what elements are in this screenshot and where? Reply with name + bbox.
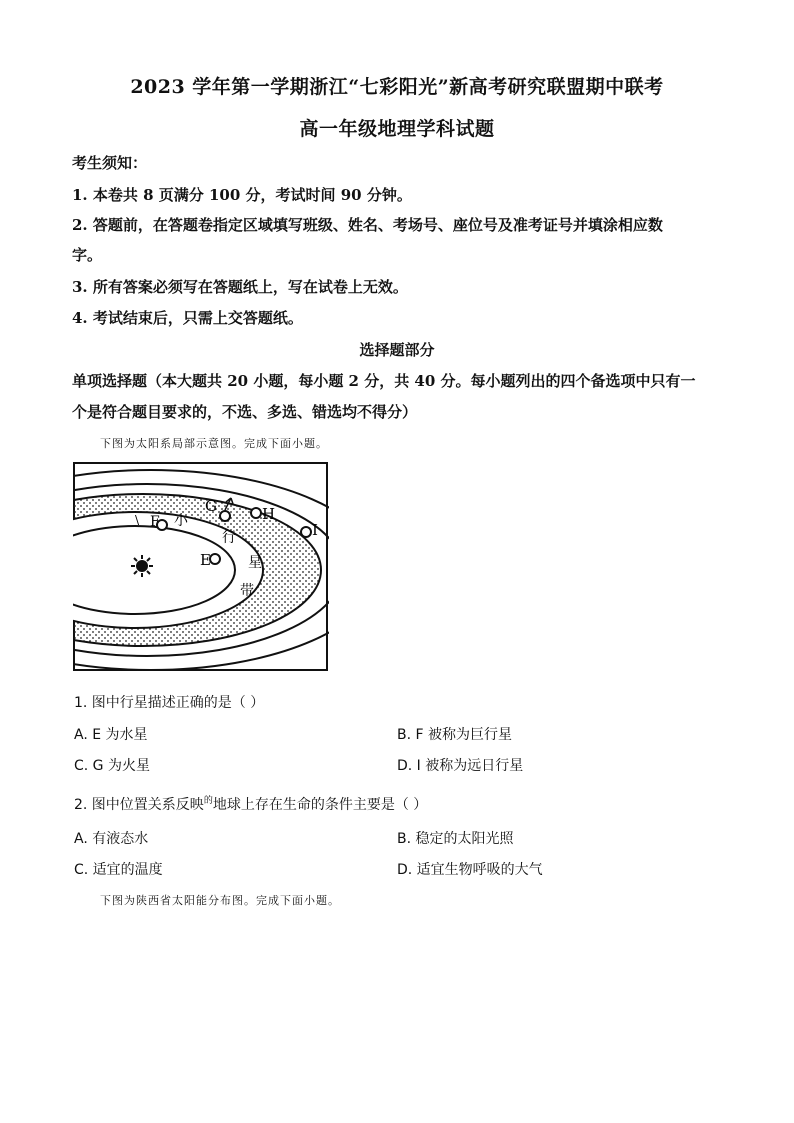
label-i: I — [312, 521, 318, 539]
question-2-stem-start: 2. 图中位置关系反映 — [74, 797, 204, 813]
notice-item-3: 3. 所有答案必须写在答题纸上，写在试卷上无效。 — [72, 278, 408, 296]
belt-label-2: 行 — [222, 530, 236, 546]
question-1-option-b: B. F 被称为巨行星 — [397, 727, 513, 743]
label-arrow-mark: \ — [135, 513, 140, 527]
exam-title: 2023 学年第一学期浙江“七彩阳光”新高考研究联盟期中联考 — [130, 76, 664, 98]
section-intro: 单项选择题（本大题共 20 小题，每小题 2 分，共 40 分。每小题列出的四个备选项中只有一 — [72, 372, 696, 390]
question-1-option-d: D. I 被称为远日行星 — [397, 758, 524, 774]
label-g: G — [205, 497, 217, 515]
planet-i — [301, 527, 311, 537]
question-2-stem-mark: 的 — [203, 796, 213, 806]
question-2-stem — [74, 793, 427, 814]
notice-item-4: 4. 考试结束后，只需上交答题纸。 — [72, 309, 303, 327]
notice-item-1: 1. 本卷共 8 页满分 100 分，考试时间 90 分钟。 — [72, 186, 412, 204]
planet-e — [210, 554, 220, 564]
question-1-stem: 1. 图中行星描述正确的是（ ） — [74, 695, 265, 711]
belt-label-1: 小 — [174, 513, 188, 529]
question-1-option-a: A. E 为水星 — [74, 727, 148, 743]
notice-item-2-cont: 字。 — [72, 246, 103, 264]
group2-lead: 下图为陕西省太阳能分布图。完成下面小题。 — [100, 894, 340, 907]
solar-system-svg — [73, 462, 329, 672]
question-2-option-c: C. 适宜的温度 — [74, 862, 163, 878]
belt-label-3: 星 — [248, 555, 262, 571]
planet-h — [251, 508, 261, 518]
exam-subtitle: 高一年级地理学科试题 — [299, 118, 495, 140]
solar-system-diagram — [73, 462, 329, 672]
planet-g — [220, 511, 230, 521]
question-2-stem-end: 地球上存在生命的条件主要是（ ） — [212, 797, 428, 813]
label-f: F — [150, 514, 160, 530]
question-2-option-a: A. 有液态水 — [74, 831, 149, 847]
section-intro-cont: 个是符合题目要求的，不选、多选、错选均不得分） — [72, 403, 418, 421]
question-2-option-b: B. 稳定的太阳光照 — [397, 831, 514, 847]
notice-item-2: 2. 答题前，在答题卷指定区域填写班级、姓名、考场号、座位号及准考证号并填涂相应数 — [72, 216, 663, 234]
question-2-option-d: D. 适宜生物呼吸的大气 — [397, 862, 543, 878]
sun-icon — [131, 555, 153, 577]
group1-lead: 下图为太阳系局部示意图。完成下面小题。 — [100, 437, 328, 450]
label-e: E — [200, 551, 211, 569]
notice-heading: 考生须知： — [72, 154, 148, 172]
question-1-option-c: C. G 为火星 — [74, 758, 150, 774]
label-h: H — [262, 505, 276, 523]
section-title: 选择题部分 — [359, 341, 435, 359]
belt-label-4: 带 — [240, 583, 254, 599]
